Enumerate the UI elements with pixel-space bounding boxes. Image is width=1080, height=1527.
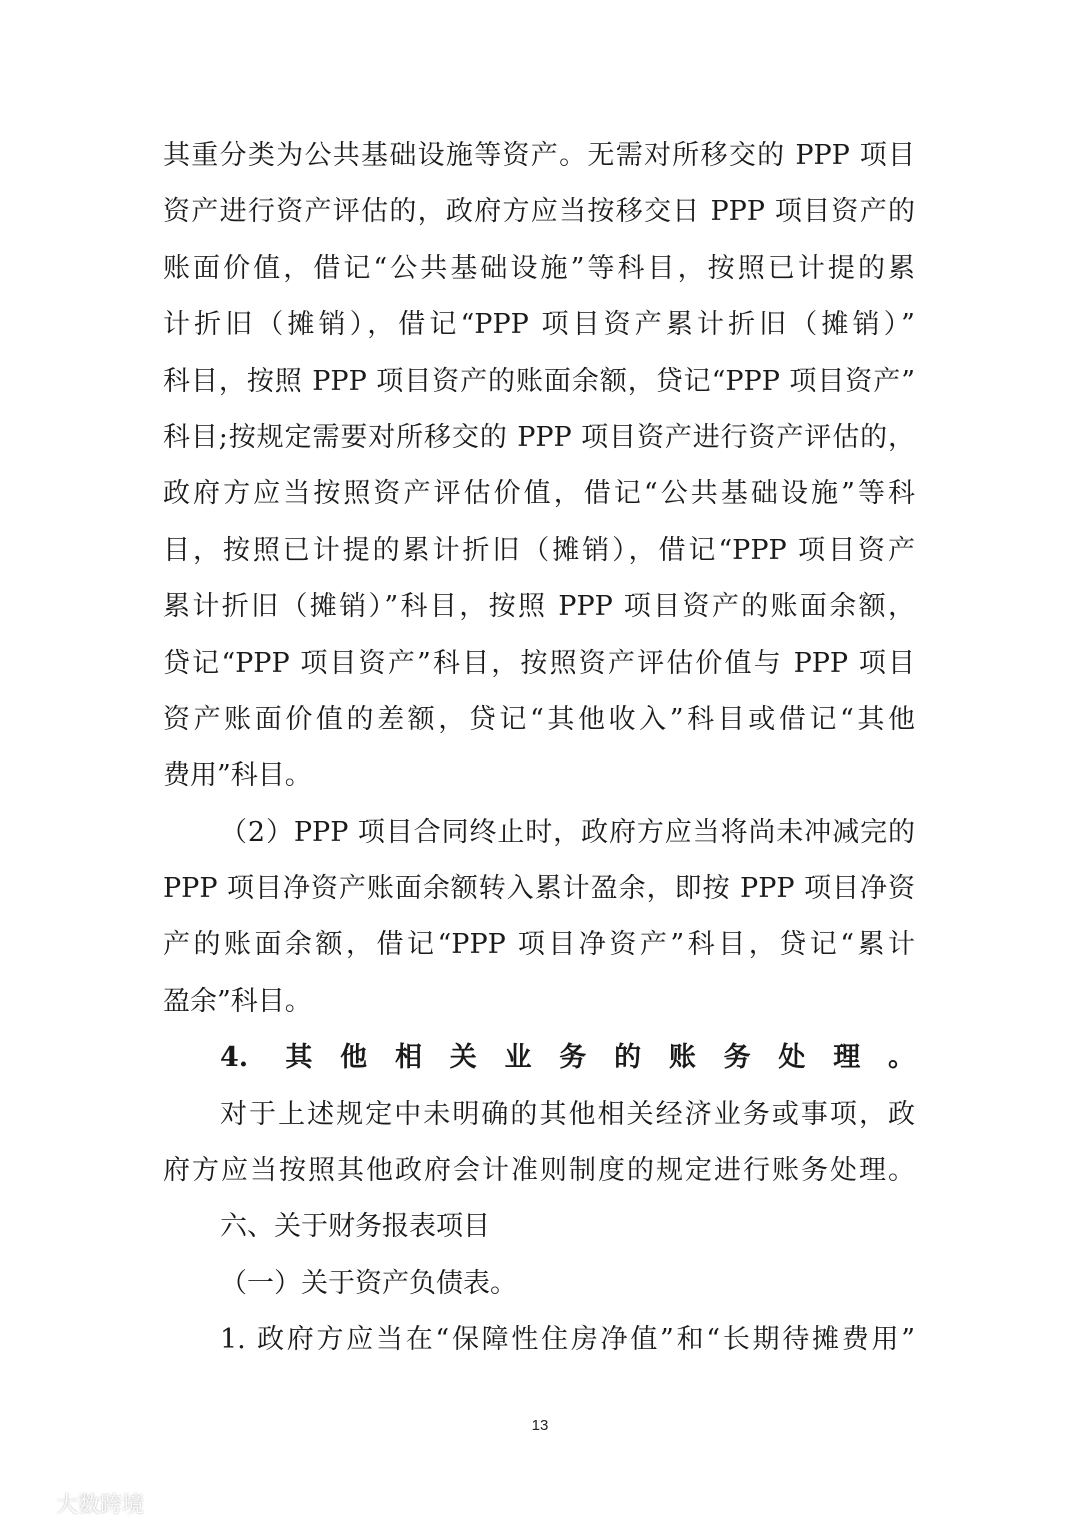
text-line: 贷记“PPP 项目资产”科目，按照资产评估价值与 PPP 项目	[163, 647, 915, 679]
text-line: （一）关于资产负债表。	[220, 1267, 517, 1299]
text-line: 累计折旧（摊销）”科目，按照 PPP 项目资产的账面余额，	[163, 591, 915, 623]
logo-icon	[8, 1492, 50, 1516]
page-number: 13	[531, 1417, 549, 1434]
text-line: 4. 其他相关业务的账务处理。	[220, 1042, 915, 1074]
body-text	[163, 128, 915, 1369]
text-line: （2）PPP 项目合同终止时，政府方应当将尚未冲减完的	[220, 816, 915, 848]
text-line: 资产账面价值的差额，贷记“其他收入”科目或借记“其他	[163, 703, 915, 735]
text-line: 其重分类为公共基础设施等资产。无需对所移交的 PPP 项目	[163, 140, 915, 171]
text-line: 资产进行资产评估的，政府方应当按移交日 PPP 项目资产的	[163, 196, 915, 228]
text-line: 科目，按照 PPP 项目资产的账面余额，贷记“PPP 项目资产”	[163, 365, 915, 397]
text-line: 计折旧（摊销），借记“PPP 项目资产累计折旧（摊销）”	[163, 309, 915, 341]
text-line: 政府方应当按照资产评估价值，借记“公共基础设施”等科	[163, 478, 915, 510]
watermark	[8, 1488, 144, 1519]
text-line: PPP 项目净资产账面余额转入累计盈余，即按 PPP 项目净资	[163, 873, 915, 905]
text-line: 府方应当按照其他政府会计准则制度的规定进行账务处理。	[163, 1155, 915, 1187]
text-line: 六、关于财务报表项目	[220, 1211, 490, 1243]
watermark-text: 大数跨境	[56, 1493, 145, 1518]
text-line: 账面价值，借记“公共基础设施”等科目，按照已计提的累	[163, 252, 915, 284]
text-line: 盈余”科目。	[163, 985, 312, 1017]
text-line: 目，按照已计提的累计折旧（摊销），借记“PPP 项目资产	[163, 534, 915, 566]
text-line: 产的账面余额，借记“PPP 项目净资产”科目，贷记“累计	[163, 929, 915, 961]
text-line: 费用”科目。	[163, 760, 312, 792]
text-line: 1. 政府方应当在“保障性住房净值”和“长期待摊费用”	[220, 1324, 915, 1356]
text-line: 科目;按规定需要对所移交的 PPP 项目资产进行资产评估的，	[163, 421, 915, 453]
text-line: 对于上述规定中未明确的其他相关经济业务或事项，政	[220, 1098, 915, 1130]
